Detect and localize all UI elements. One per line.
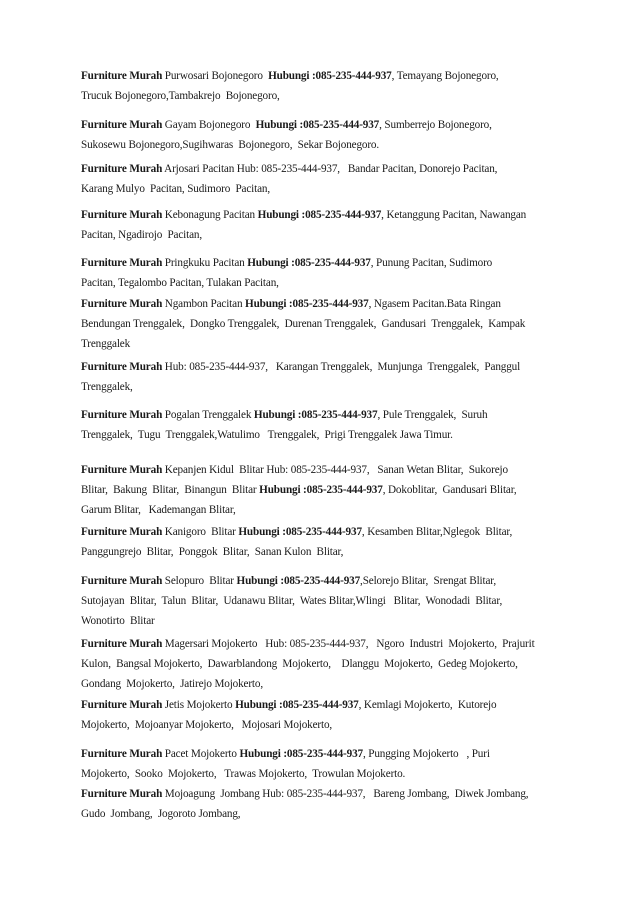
paragraph-line [81, 460, 581, 480]
paragraph-line [81, 784, 581, 804]
paragraph-line [81, 66, 581, 86]
paragraph-line [81, 591, 581, 611]
paragraph-line [81, 135, 581, 155]
bold-text: Furniture Murah [81, 748, 163, 760]
paragraph-line [81, 715, 581, 735]
body-text: Jetis Mojokerto [162, 699, 236, 711]
bold-text: Furniture Murah [81, 361, 163, 373]
bold-text: Furniture Murah [81, 575, 163, 587]
body-text: , Pule Trenggalek, Suruh [377, 409, 488, 421]
bold-text: Hubungi :085-235-444-937 [259, 484, 383, 496]
bold-text: Furniture Murah [81, 119, 163, 131]
body-text: Kulon, Bangsal Mojokerto, Dawarblandong Mojokerto, Dlanggu Mojokerto, Gedeg Mojokerto, [81, 658, 518, 670]
listing-paragraph [81, 405, 581, 445]
body-text: Arjosari Pacitan Hub: 085-235-444-937, Bandar Pacitan, Donorejo Pacitan, [162, 163, 498, 175]
body-text: Blitar, Bakung Blitar, Binangun Blitar [81, 484, 260, 496]
body-text: Pacitan, Ngadirojo Pacitan, [81, 229, 203, 241]
bold-text: Hubungi :085-235-444-937 [239, 748, 363, 760]
body-text: Hub: 085-235-444-937, Karangan Trenggalek, Munjunga Trenggalek, Panggul [162, 361, 521, 373]
bold-text: Hubungi :085-235-444-937 [236, 575, 361, 587]
body-text: Gayam Bojonegoro [162, 119, 256, 131]
listing-paragraph [81, 66, 581, 106]
body-text: Gudo Jombang, Jogoroto Jombang, [81, 808, 241, 820]
bold-text: Furniture Murah [81, 163, 163, 175]
bold-text: Furniture Murah [81, 464, 163, 476]
body-text: Magersari Mojokerto Hub: 085-235-444-937, Ngoro Industri Mojokerto, Prajurit [162, 638, 535, 650]
body-text: , Dokoblitar, Gandusari Blitar, [382, 484, 517, 496]
body-text: Pringkuku Pacitan [162, 257, 248, 269]
paragraph-line [81, 500, 581, 520]
body-text: Mojoagung Jombang Hub: 085-235-444-937, Bareng Jombang, Diwek Jombang, [162, 788, 529, 800]
body-text: Gondang Mojokerto, Jatirejo Mojokerto, [81, 678, 263, 690]
bold-text: Hubungi :085-235-444-937 [235, 699, 359, 711]
body-text: Ngambon Pacitan [162, 298, 246, 310]
paragraph-line [81, 225, 581, 245]
paragraph-line [81, 159, 581, 179]
paragraph-line [81, 571, 581, 591]
listing-paragraph [81, 460, 581, 520]
listing-paragraph [81, 522, 581, 562]
body-text: , Ngasem Pacitan.Bata Ringan [368, 298, 501, 310]
listing-paragraph [81, 695, 581, 735]
listing-paragraph [81, 634, 581, 694]
paragraph-line [81, 334, 581, 354]
bold-text: Hubungi :085-235-444-937 [238, 526, 362, 538]
listing-paragraph [81, 357, 581, 397]
listing-paragraph [81, 784, 581, 824]
paragraph-line [81, 377, 581, 397]
body-text: Trucuk Bojonegoro,Tambakrejo Bojonegoro, [81, 90, 280, 102]
bold-text: Furniture Murah [81, 788, 163, 800]
bold-text: Hubungi :085-235-444-937 [245, 298, 369, 310]
bold-text: Furniture Murah [81, 298, 163, 310]
body-text: Mojokerto, Mojoanyar Mojokerto, Mojosari Mojokerto, [81, 719, 333, 731]
paragraph-line [81, 695, 581, 715]
paragraph-line [81, 744, 581, 764]
paragraph-line [81, 611, 581, 631]
body-text: Wonotirto Blitar [81, 615, 155, 627]
bold-text: Furniture Murah [81, 699, 163, 711]
body-text: , Punung Pacitan, Sudimoro [370, 257, 493, 269]
paragraph-line [81, 654, 581, 674]
body-text: Pacet Mojokerto [162, 748, 240, 760]
paragraph-line [81, 764, 581, 784]
body-text: Pogalan Trenggalek [162, 409, 254, 421]
bold-text: Hubungi :085-235-444-937 [253, 409, 378, 421]
body-text: , Temayang Bojonegoro, [391, 70, 499, 82]
listing-paragraph [81, 744, 581, 784]
paragraph-line [81, 542, 581, 562]
body-text: , Pungging Mojokerto , Puri [362, 748, 490, 760]
body-text: Panggungrejo Blitar, Ponggok Blitar, Sanan Kulon Blitar, [81, 546, 344, 558]
body-text: , Kemlagi Mojokerto, Kutorejo [358, 699, 497, 711]
paragraph-line [81, 86, 581, 106]
bold-text: Furniture Murah [81, 257, 163, 269]
body-text: ,Selorejo Blitar, Srengat Blitar, [360, 575, 497, 587]
body-text: Trenggalek, [81, 381, 133, 393]
paragraph-line [81, 522, 581, 542]
paragraph-line [81, 314, 581, 334]
body-text: Trenggalek [81, 338, 131, 350]
body-text: Garum Blitar, Kademangan Blitar, [81, 504, 236, 516]
bold-text: Hubungi :085-235-444-937 [257, 209, 382, 221]
bold-text: Furniture Murah [81, 638, 163, 650]
body-text: Kebonagung Pacitan [162, 209, 258, 221]
bold-text: Furniture Murah [81, 409, 163, 421]
listing-paragraph [81, 115, 581, 155]
paragraph-line [81, 480, 581, 500]
body-text: , Kesamben Blitar,Nglegok Blitar, [361, 526, 513, 538]
bold-text: Hubungi :085-235-444-937 [247, 257, 371, 269]
paragraph-line [81, 253, 581, 273]
body-text: , Sumberrejo Bojonegoro, [379, 119, 492, 131]
body-text: Kanigoro Blitar [162, 526, 239, 538]
body-text: Sukosewu Bojonegoro,Sugihwaras Bojonegoro, Sekar Bojonegoro. [81, 139, 380, 151]
paragraph-line [81, 273, 581, 293]
body-text: Selopuro Blitar [162, 575, 237, 587]
body-text: Karang Mulyo Pacitan, Sudimoro Pacitan, [81, 183, 270, 195]
bold-text: Hubungi :085-235-444-937 [268, 70, 392, 82]
paragraph-line [81, 205, 581, 225]
bold-text: Furniture Murah [81, 526, 163, 538]
listing-paragraph [81, 159, 581, 199]
paragraph-line [81, 357, 581, 377]
body-text: Trenggalek, Tugu Trenggalek,Watulimo Trenggalek, Prigi Trenggalek Jawa Timur. [81, 429, 453, 441]
body-text: Sutojayan Blitar, Talun Blitar, Udanawu Blitar, Wates Blitar,Wlingi Blitar, Wonodadi Blitar, [81, 595, 503, 607]
listing-paragraph [81, 253, 581, 293]
body-text: Kepanjen Kidul Blitar Hub: 085-235-444-937, Sanan Wetan Blitar, Sukorejo [162, 464, 508, 476]
paragraph-line [81, 179, 581, 199]
listing-paragraph [81, 205, 581, 245]
paragraph-line [81, 674, 581, 694]
bold-text: Furniture Murah [81, 209, 163, 221]
paragraph-line [81, 425, 581, 445]
listing-paragraph [81, 571, 581, 631]
bold-text: Hubungi :085-235-444-937 [255, 119, 380, 131]
paragraph-line [81, 804, 581, 824]
body-text: Mojokerto, Sooko Mojokerto, Trawas Mojokerto, Trowulan Mojokerto. [81, 768, 406, 780]
body-text: , Ketanggung Pacitan, Nawangan [381, 209, 527, 221]
body-text: Purwosari Bojonegoro [162, 70, 269, 82]
body-text: Pacitan, Tegalombo Pacitan, Tulakan Pacitan, [81, 277, 279, 289]
paragraph-line [81, 115, 581, 135]
bold-text: Furniture Murah [81, 70, 163, 82]
paragraph-line [81, 634, 581, 654]
paragraph-line [81, 405, 581, 425]
paragraph-line [81, 294, 581, 314]
listing-paragraph [81, 294, 581, 354]
body-text: Bendungan Trenggalek, Dongko Trenggalek, Durenan Trenggalek, Gandusari Trenggalek, Kampak [81, 318, 526, 330]
